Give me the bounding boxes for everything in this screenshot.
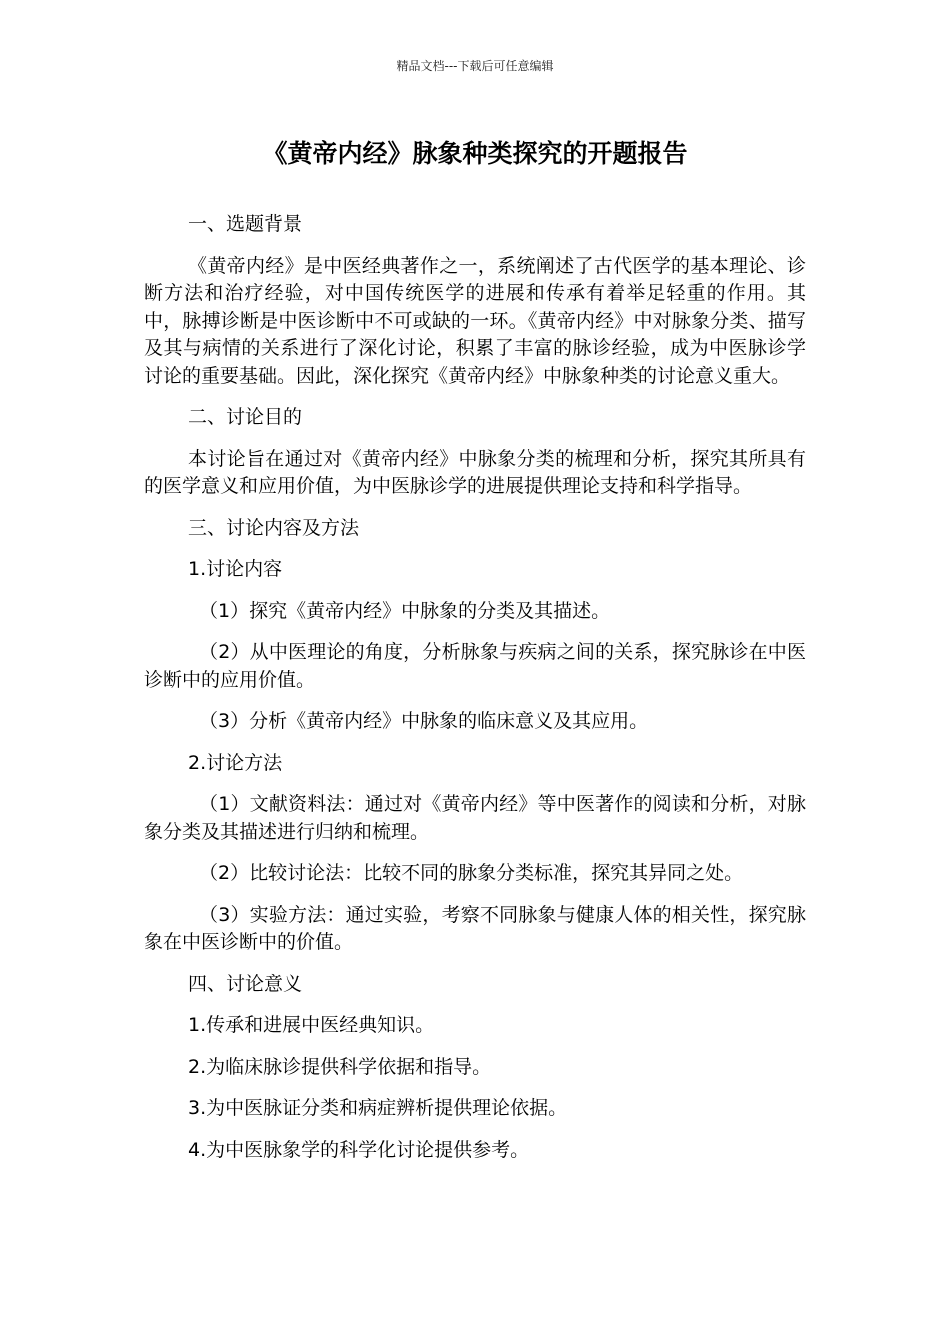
document-title: 《黄帝内经》脉象种类探究的开题报告 [262, 139, 688, 168]
paragraph-purpose: 本讨论旨在通过对《黄帝内经》中脉象分类的梳理和分析，探究其所具有的医学意义和应用价值，为中医脉诊学的进展提供理论支持和科学指导。 [144, 447, 806, 497]
section-heading-purpose: 二、讨论目的 [188, 406, 303, 428]
list-item: （3）实验方法：通过实验，考察不同脉象与健康人体的相关性，探究脉象在中医诊断中的价值。 [144, 903, 806, 953]
document-body [144, 211, 806, 1178]
list-item: （2）比较讨论法：比较不同的脉象分类标准，探究其异同之处。 [199, 862, 744, 884]
section-heading-content-methods: 三、讨论内容及方法 [188, 516, 360, 539]
list-item: （2）从中医理论的角度，分析脉象与疾病之间的关系，探究脉诊在中医诊断中的应用价值。 [144, 641, 806, 691]
paragraph-background: 《黄帝内经》是中医经典著作之一，系统阐述了古代医学的基本理论、诊断方法和治疗经验，对中国传统医学的进展和传承有着举足轻重的作用。其中，脉搏诊断是中医诊断中不可或缺的一环。《黄帝内经》中对脉象分类、描写及其与病情的关系进行了深化讨论，积累了丰富的脉诊经验，成为中医脉诊学讨论的重要基础。因此，深化探究《黄帝内经》中脉象种类的讨论意义重大。 [144, 254, 806, 387]
subheading-research-content: 1.讨论内容 [188, 558, 283, 580]
header-note: 精品文档---下载后可任意编辑 [396, 59, 554, 73]
list-item: （3）分析《黄帝内经》中脉象的临床意义及其应用。 [199, 710, 649, 732]
list-item: 4.为中医脉象学的科学化讨论提供参考。 [188, 1138, 530, 1161]
section-heading-significance: 四、讨论意义 [188, 972, 303, 995]
subheading-research-methods: 2.讨论方法 [188, 751, 283, 774]
list-item: 2.为临床脉诊提供科学依据和指导。 [188, 1055, 492, 1078]
list-item: 3.为中医脉证分类和病症辨析提供理论依据。 [188, 1097, 568, 1119]
section-heading-background: 一、选题背景 [188, 213, 303, 235]
list-item: （1）探究《黄帝内经》中脉象的分类及其描述。 [199, 599, 611, 622]
list-item: 1.传承和进展中医经典知识。 [188, 1014, 435, 1036]
list-item: （1）文献资料法：通过对《黄帝内经》等中医著作的阅读和分析，对脉象分类及其描述进行归纳和梳理。 [144, 793, 806, 843]
